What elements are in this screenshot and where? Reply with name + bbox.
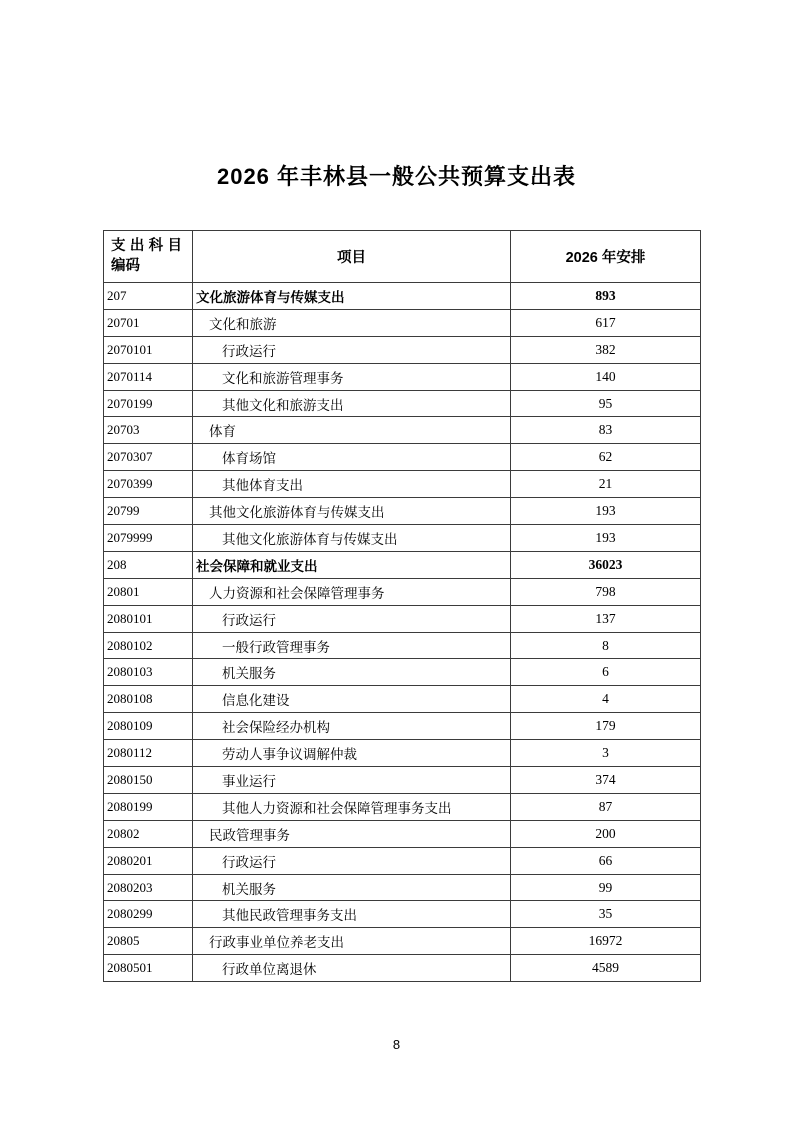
table-row [104, 471, 701, 498]
item-cell: 其他人力资源和社会保障管理事务支出 [193, 793, 511, 820]
table-row [104, 659, 701, 686]
table-row [104, 283, 701, 310]
header-cell-amount: 2026 年安排 [511, 231, 701, 283]
amount-cell: 83 [511, 417, 701, 444]
amount-cell: 95 [511, 390, 701, 417]
code-cell: 2080501 [104, 955, 193, 982]
item-cell: 机关服务 [193, 659, 511, 686]
header-code-line1: 支出科目 [111, 237, 182, 254]
item-cell: 其他民政管理事务支出 [193, 901, 511, 928]
page-number: 8 [392, 1037, 401, 1052]
item-cell: 信息化建设 [193, 686, 511, 713]
table-row [104, 363, 701, 390]
table-row [104, 632, 701, 659]
code-cell: 2080103 [104, 659, 193, 686]
table-row [104, 444, 701, 471]
table-row [104, 847, 701, 874]
amount-cell: 87 [511, 793, 701, 820]
amount-cell: 62 [511, 444, 701, 471]
table-row [104, 578, 701, 605]
item-cell: 行政运行 [193, 847, 511, 874]
item-cell: 社会保险经办机构 [193, 713, 511, 740]
item-cell: 其他体育支出 [193, 471, 511, 498]
item-cell: 行政运行 [193, 605, 511, 632]
code-cell: 20703 [104, 417, 193, 444]
amount-cell: 6 [511, 659, 701, 686]
item-cell: 机关服务 [193, 874, 511, 901]
code-cell: 208 [104, 551, 193, 578]
item-cell: 行政运行 [193, 336, 511, 363]
item-cell: 文化和旅游 [193, 309, 511, 336]
amount-cell: 382 [511, 336, 701, 363]
table-row [104, 928, 701, 955]
table-row [104, 336, 701, 363]
code-cell: 207 [104, 283, 193, 310]
item-cell: 行政单位离退休 [193, 955, 511, 982]
table-row [104, 901, 701, 928]
table-row [104, 713, 701, 740]
table-row [104, 309, 701, 336]
item-cell: 其他文化和旅游支出 [193, 390, 511, 417]
amount-cell: 893 [511, 283, 701, 310]
code-cell: 20801 [104, 578, 193, 605]
code-cell: 20805 [104, 928, 193, 955]
table-row [104, 793, 701, 820]
table-row [104, 686, 701, 713]
amount-cell: 35 [511, 901, 701, 928]
code-cell: 2080201 [104, 847, 193, 874]
amount-cell: 137 [511, 605, 701, 632]
code-cell: 2070307 [104, 444, 193, 471]
amount-cell: 8 [511, 632, 701, 659]
amount-cell: 99 [511, 874, 701, 901]
code-cell: 2079999 [104, 525, 193, 552]
table-row [104, 820, 701, 847]
amount-cell: 4 [511, 686, 701, 713]
header-cell-code [104, 231, 193, 283]
item-cell: 社会保障和就业支出 [193, 551, 511, 578]
code-cell: 20701 [104, 309, 193, 336]
table-header-row [104, 231, 701, 283]
item-cell: 体育场馆 [193, 444, 511, 471]
item-cell: 其他文化旅游体育与传媒支出 [193, 498, 511, 525]
item-cell: 其他文化旅游体育与传媒支出 [193, 525, 511, 552]
code-cell: 20802 [104, 820, 193, 847]
amount-cell: 3 [511, 740, 701, 767]
table-row [104, 417, 701, 444]
amount-cell: 36023 [511, 551, 701, 578]
code-cell: 20799 [104, 498, 193, 525]
code-cell: 2080102 [104, 632, 193, 659]
table-body [104, 283, 701, 982]
item-cell: 人力资源和社会保障管理事务 [193, 578, 511, 605]
header-cell-item: 项目 [193, 231, 511, 283]
code-cell: 2070199 [104, 390, 193, 417]
amount-cell: 200 [511, 820, 701, 847]
amount-cell: 193 [511, 498, 701, 525]
amount-cell: 16972 [511, 928, 701, 955]
table-row [104, 605, 701, 632]
table-row [104, 740, 701, 767]
table-row [104, 525, 701, 552]
item-cell: 行政事业单位养老支出 [193, 928, 511, 955]
code-cell: 2070101 [104, 336, 193, 363]
item-cell: 文化旅游体育与传媒支出 [193, 283, 511, 310]
item-cell: 事业运行 [193, 767, 511, 794]
table-row [104, 955, 701, 982]
amount-cell: 21 [511, 471, 701, 498]
amount-cell: 798 [511, 578, 701, 605]
header-code-line2: 编码 [111, 257, 140, 274]
code-cell: 2070399 [104, 471, 193, 498]
code-cell: 2080203 [104, 874, 193, 901]
table-row [104, 767, 701, 794]
amount-cell: 140 [511, 363, 701, 390]
budget-table [103, 230, 701, 982]
code-cell: 2080101 [104, 605, 193, 632]
table-row [104, 498, 701, 525]
amount-cell: 4589 [511, 955, 701, 982]
code-cell: 2080108 [104, 686, 193, 713]
amount-cell: 374 [511, 767, 701, 794]
code-cell: 2080150 [104, 767, 193, 794]
code-cell: 2080109 [104, 713, 193, 740]
page-title: 2026 年丰林县一般公共预算支出表 [216, 164, 577, 189]
item-cell: 劳动人事争议调解仲裁 [193, 740, 511, 767]
item-cell: 一般行政管理事务 [193, 632, 511, 659]
table-row [104, 390, 701, 417]
item-cell: 体育 [193, 417, 511, 444]
code-cell: 2070114 [104, 363, 193, 390]
item-cell: 民政管理事务 [193, 820, 511, 847]
code-cell: 2080199 [104, 793, 193, 820]
amount-cell: 193 [511, 525, 701, 552]
code-cell: 2080299 [104, 901, 193, 928]
table-row [104, 874, 701, 901]
amount-cell: 179 [511, 713, 701, 740]
code-cell: 2080112 [104, 740, 193, 767]
table-row [104, 551, 701, 578]
amount-cell: 66 [511, 847, 701, 874]
item-cell: 文化和旅游管理事务 [193, 363, 511, 390]
amount-cell: 617 [511, 309, 701, 336]
